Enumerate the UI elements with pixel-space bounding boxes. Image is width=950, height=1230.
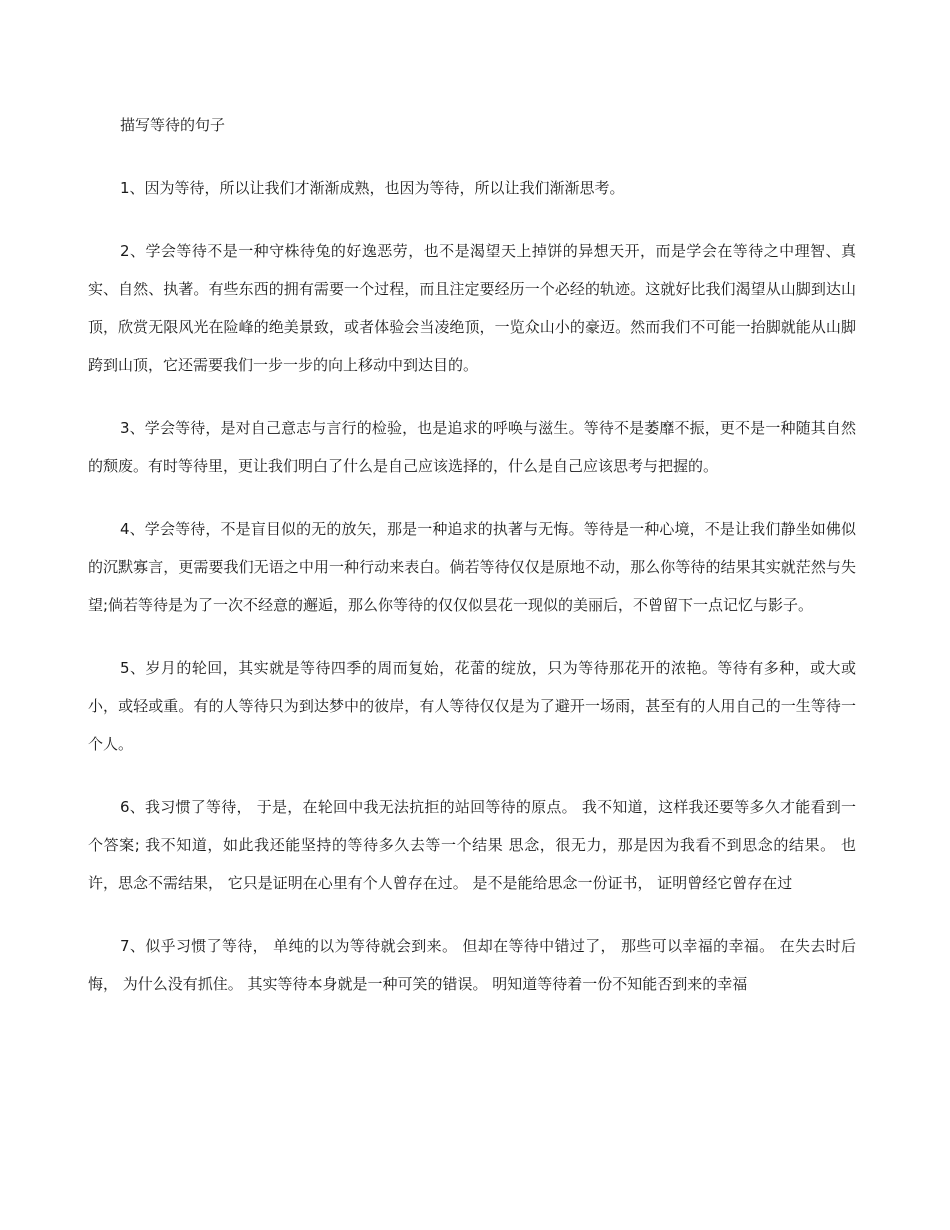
paragraph-4: 4、学会等待，不是盲目似的无的放矢，那是一种追求的执著与无悔。等待是一种心境，不是让我们静坐如佛似的沉默寡言，更需要我们无语之中用一种行动来表白。倘若等待仅仅是原地不动，那么你等待的结果其实就茫然与失望;倘若等待是为了一次不经意的邂逅，那么你等待的仅仅似昙花一现似的美丽后，不曾留下一点记忆与影子。: [88, 520, 856, 614]
document-body: [88, 106, 856, 1028]
paragraph-7: 7、似乎习惯了等待， 单纯的以为等待就会到来。 但却在等待中错过了， 那些可以幸福的幸福。 在失去时后悔， 为什么没有抓住。 其实等待本身就是一种可笑的错误。 明知道等待着一份不知能否到来的幸福: [88, 937, 856, 993]
paragraph-3: 3、学会等待，是对自己意志与言行的检验，也是追求的呼唤与滋生。等待不是萎靡不振，更不是一种随其自然的颓废。有时等待里，更让我们明白了什么是自己应该选择的，什么是自己应该思考与把握的。: [88, 419, 856, 475]
paragraph-1: 1、因为等待，所以让我们才渐渐成熟，也因为等待，所以让我们渐渐思考。: [120, 179, 625, 197]
paragraph-5: 5、岁月的轮回，其实就是等待四季的周而复始，花蕾的绽放，只为等待那花开的浓艳。等待有多种，或大或小，或轻或重。有的人等待只为到达梦中的彼岸，有人等待仅仅是为了避开一场雨，甚至有的人用自己的一生等待一个人。: [88, 659, 856, 753]
paragraph-6: 6、我习惯了等待， 于是，在轮回中我无法抗拒的站回等待的原点。 我不知道，这样我还要等多久才能看到一个答案; 我不知道，如此我还能坚持的等待多久去等一个结果 思念，很无力，那是因为我看不到思念的结果。 也许，思念不需结果， 它只是证明在心里有个人曾存在过。 是不是能给思念一份证书， 证明曾经它曾存在过: [88, 798, 856, 892]
document-title: 描写等待的句子: [120, 116, 226, 134]
paragraph-2: 2、学会等待不是一种守株待兔的好逸恶劳，也不是渴望天上掉饼的异想天开，而是学会在等待之中理智、真实、自然、执著。有些东西的拥有需要一个过程，而且注定要经历一个必经的轨迹。这就好比我们渴望从山脚到达山顶，欣赏无限风光在险峰的绝美景致，或者体验会当凌绝顶，一览众山小的豪迈。然而我们不可能一抬脚就能从山脚跨到山顶，它还需要我们一步一步的向上移动中到达目的。: [88, 242, 856, 374]
